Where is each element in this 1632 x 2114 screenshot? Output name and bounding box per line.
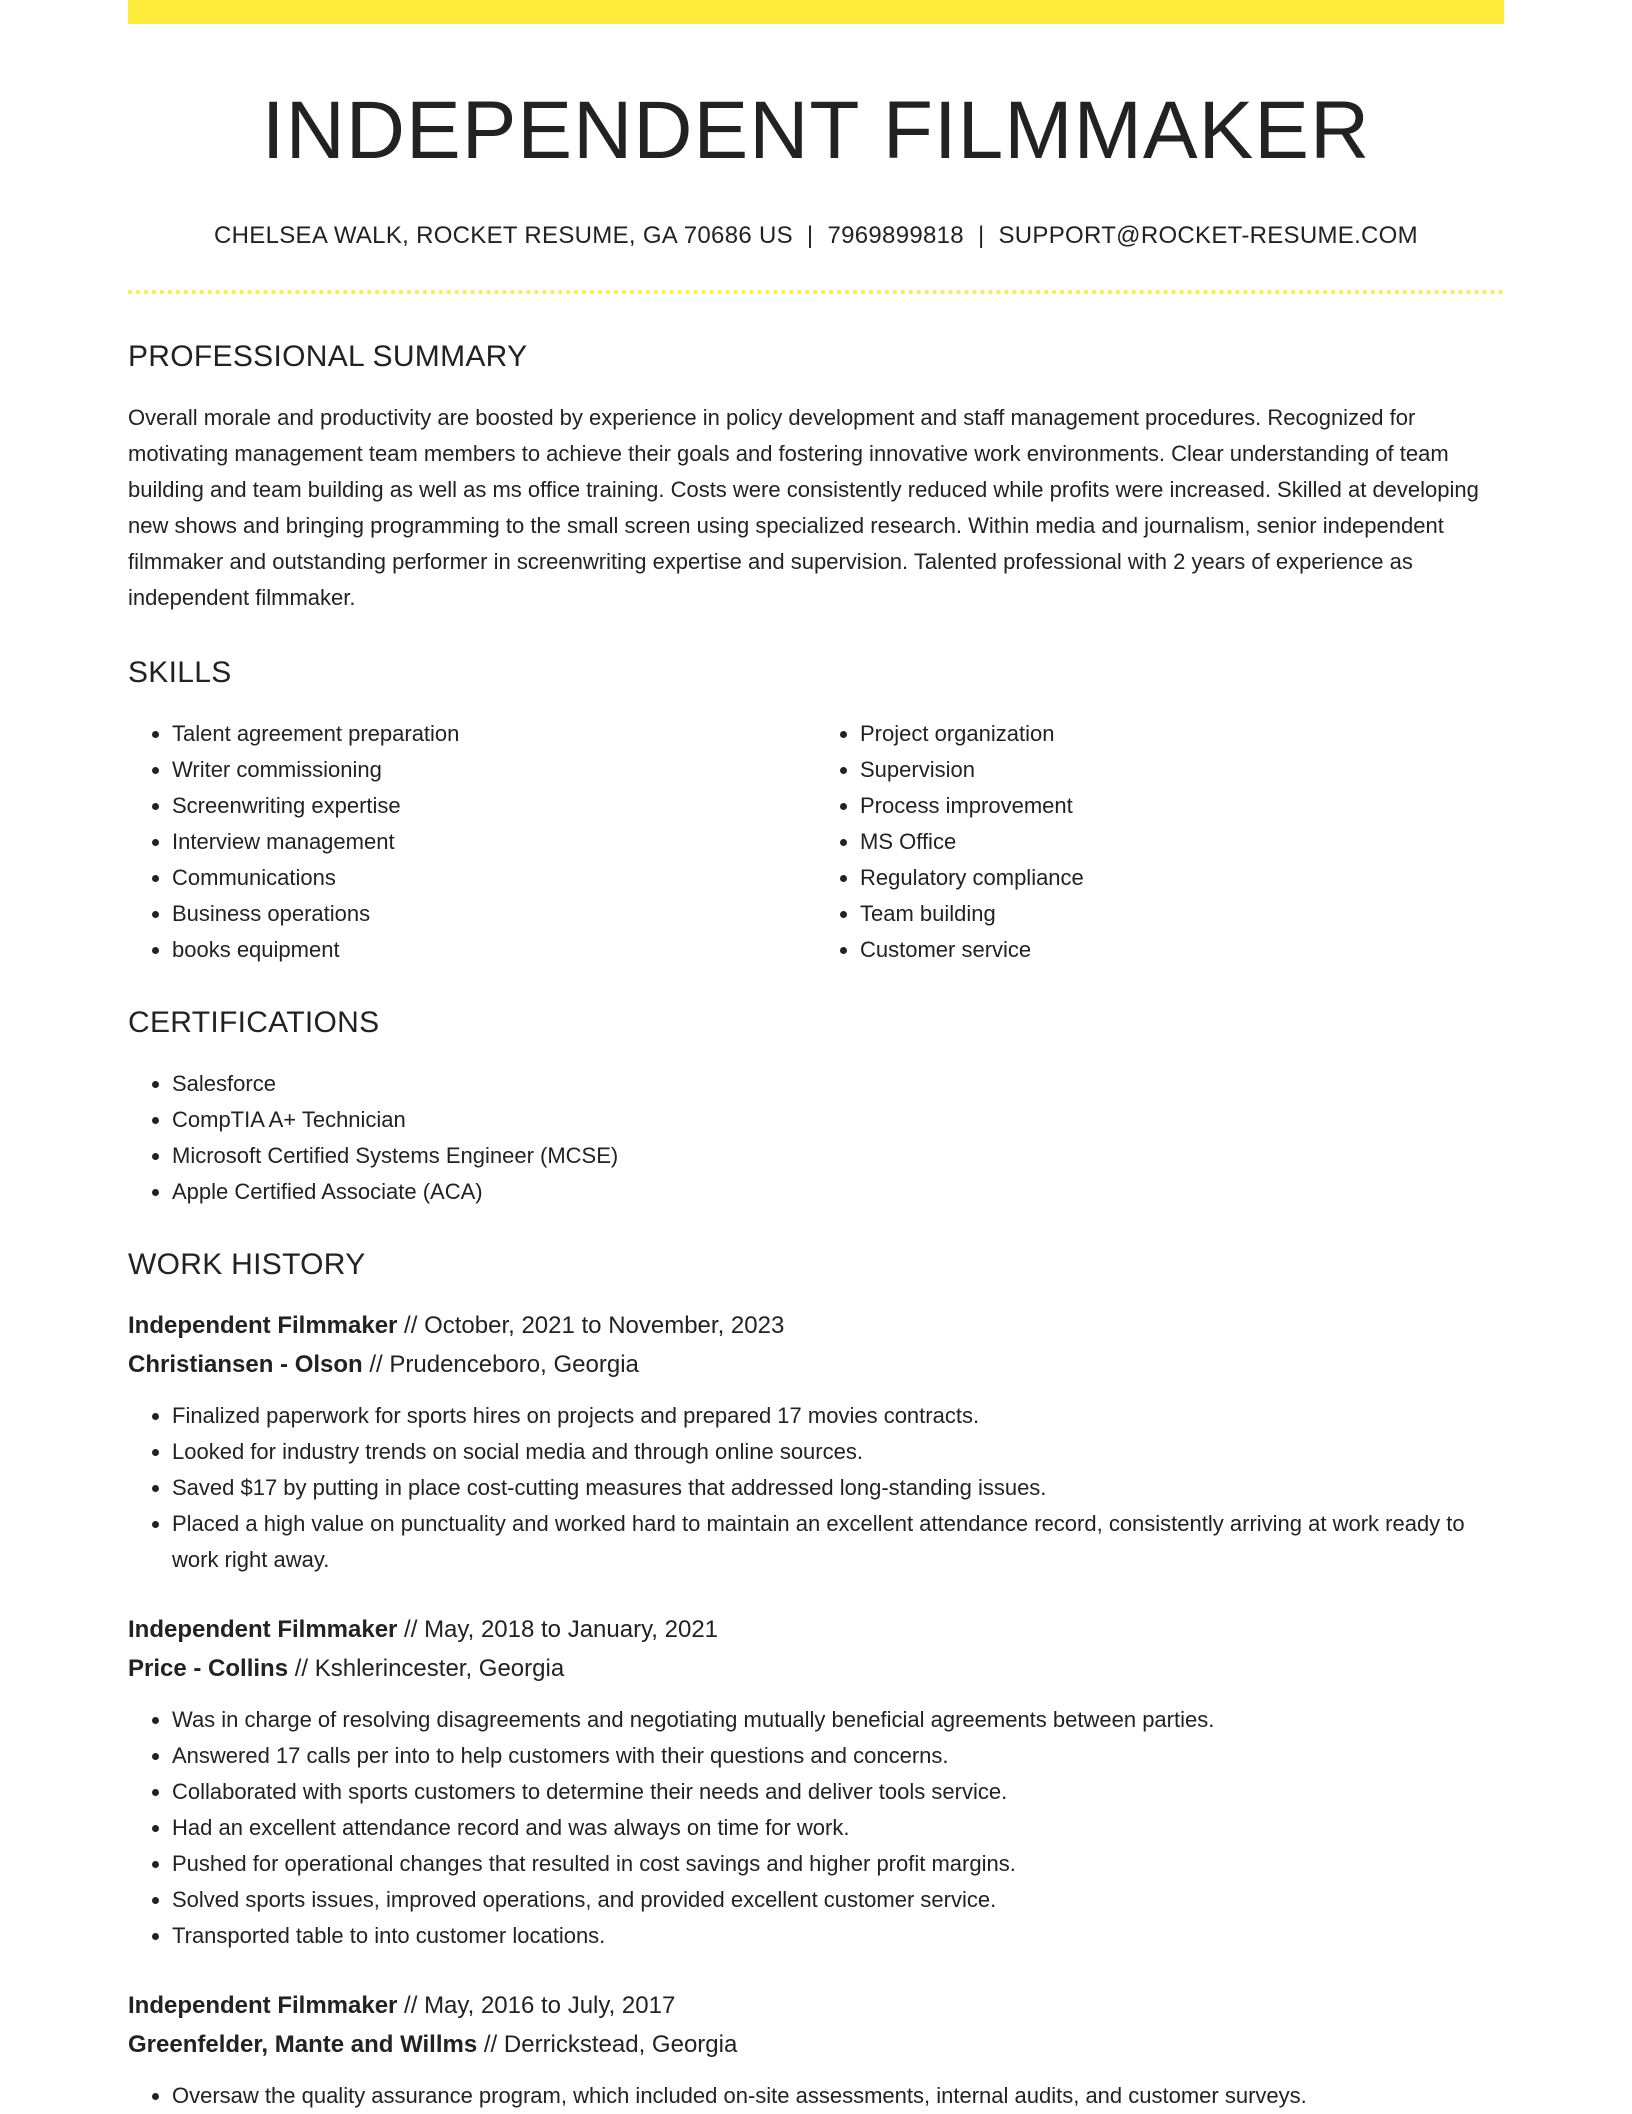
skill-item: • Customer service <box>860 932 1504 968</box>
skill-item: • Communications <box>172 860 816 896</box>
job-company: Price - Collins <box>128 1655 289 1683</box>
certifications-heading: CERTIFICATIONS <box>128 1006 380 1040</box>
contact-separator: | <box>806 222 814 250</box>
skill-item: • MS Office <box>860 824 1504 860</box>
job-dates: // May, 2016 to July, 2017 <box>397 1992 676 2020</box>
skills-heading: SKILLS <box>128 656 232 690</box>
job-role: Independent Filmmaker <box>128 1312 398 1340</box>
skills-column-right <box>816 716 1504 968</box>
certifications-list <box>128 1066 1504 1210</box>
summary-heading: PROFESSIONAL SUMMARY <box>128 340 528 374</box>
job-title-line <box>128 1306 1504 1345</box>
header-divider <box>128 290 1504 294</box>
skill-item: • Business operations <box>172 896 816 932</box>
skill-item: • Writer commissioning <box>172 752 816 788</box>
job-company: Christiansen - Olson <box>128 1351 363 1379</box>
job-bullet: • Pushed for operational changes that resulted in cost savings and higher profit margins. <box>172 1846 1504 1882</box>
skills-list <box>128 716 1504 968</box>
job-title-line <box>128 1986 1504 2025</box>
job-bullet: • Had an excellent attendance record and was always on time for work. <box>172 1810 1504 1846</box>
contact-email: SUPPORT@ROCKET-RESUME.COM <box>998 222 1418 250</box>
job-bullets <box>128 1398 1504 1578</box>
job-company: Greenfelder, Mante and Willms <box>128 2031 478 2059</box>
job-dates: // May, 2018 to January, 2021 <box>397 1616 719 1644</box>
job-location: // Kshlerincester, Georgia <box>288 1655 565 1683</box>
skill-item: • Team building <box>860 896 1504 932</box>
job-bullet: • Placed a high value on punctuality and worked hard to maintain an excellent attendance record, consistently arriving at work ready to work right away. <box>172 1506 1504 1578</box>
job-title-line <box>128 1610 1504 1649</box>
job-role: Independent Filmmaker <box>128 1616 398 1644</box>
job-bullet: • Answered 17 calls per into to help customers with their questions and concerns. <box>172 1738 1504 1774</box>
work-history-heading: WORK HISTORY <box>128 1248 366 1282</box>
job-bullet: • Finalized paperwork for sports hires on projects and prepared 17 movies contracts. <box>172 1398 1504 1434</box>
skill-item: • Project organization <box>860 716 1504 752</box>
summary-text: Overall morale and productivity are boosted by experience in policy development and staff management procedures. Recognized for motivating management team members to achieve their goals and fostering innovative work environments. Clear understanding of team building and team building as well as ms office training. Costs were consistently reduced while profits were increased. Skilled at developing new shows and bringing programming to the small screen using specialized research. Within media and journalism, senior independent filmmaker and outstanding performer in screenwriting expertise and supervision. Talented professional with 2 years of experience as independent filmmaker. <box>128 405 1479 611</box>
job-entry <box>128 1986 1504 2114</box>
contact-phone: 7969899818 <box>827 222 964 250</box>
contact-separator: | <box>977 222 985 250</box>
job-bullet: • Transported table to into customer locations. <box>172 1918 1504 1954</box>
skill-item: • Talent agreement preparation <box>172 716 816 752</box>
contact-line <box>128 222 1504 250</box>
job-dates: // October, 2021 to November, 2023 <box>397 1312 785 1340</box>
certification-item: • Salesforce <box>172 1066 1504 1102</box>
top-accent-bar <box>128 0 1504 24</box>
job-company-line <box>128 2025 1504 2064</box>
job-location: // Derrickstead, Georgia <box>477 2031 738 2059</box>
job-entry <box>128 1610 1504 1954</box>
job-bullet: • Oversaw the quality assurance program, which included on-site assessments, internal audits, and customer surveys. <box>172 2078 1504 2114</box>
skills-column-left <box>128 716 816 968</box>
job-bullet: • Saved $17 by putting in place cost-cutting measures that addressed long-standing issues. <box>172 1470 1504 1506</box>
contact-address: CHELSEA WALK, ROCKET RESUME, GA 70686 US <box>214 222 793 250</box>
job-role: Independent Filmmaker <box>128 1992 398 2020</box>
certification-item: • CompTIA A+ Technician <box>172 1102 1504 1138</box>
job-bullet: • Was in charge of resolving disagreements and negotiating mutually beneficial agreements between parties. <box>172 1702 1504 1738</box>
certification-item: • Apple Certified Associate (ACA) <box>172 1174 1504 1210</box>
resume-page <box>128 0 1504 2114</box>
job-entry <box>128 1306 1504 1578</box>
skill-item: • Supervision <box>860 752 1504 788</box>
job-company-line <box>128 1345 1504 1384</box>
job-company-line <box>128 1649 1504 1688</box>
job-bullets <box>128 2078 1504 2114</box>
skill-item: • Interview management <box>172 824 816 860</box>
skill-item: • books equipment <box>172 932 816 968</box>
job-bullet: • Looked for industry trends on social media and through online sources. <box>172 1434 1504 1470</box>
skill-item: • Screenwriting expertise <box>172 788 816 824</box>
skill-item: • Process improvement <box>860 788 1504 824</box>
job-bullet: • Collaborated with sports customers to determine their needs and deliver tools service. <box>172 1774 1504 1810</box>
certification-item: • Microsoft Certified Systems Engineer (MCSE) <box>172 1138 1504 1174</box>
job-bullet: • Solved sports issues, improved operations, and provided excellent customer service. <box>172 1882 1504 1918</box>
job-bullets <box>128 1702 1504 1954</box>
job-location: // Prudenceboro, Georgia <box>362 1351 639 1379</box>
resume-title: INDEPENDENT FILMMAKER <box>261 85 1371 176</box>
skill-item: • Regulatory compliance <box>860 860 1504 896</box>
